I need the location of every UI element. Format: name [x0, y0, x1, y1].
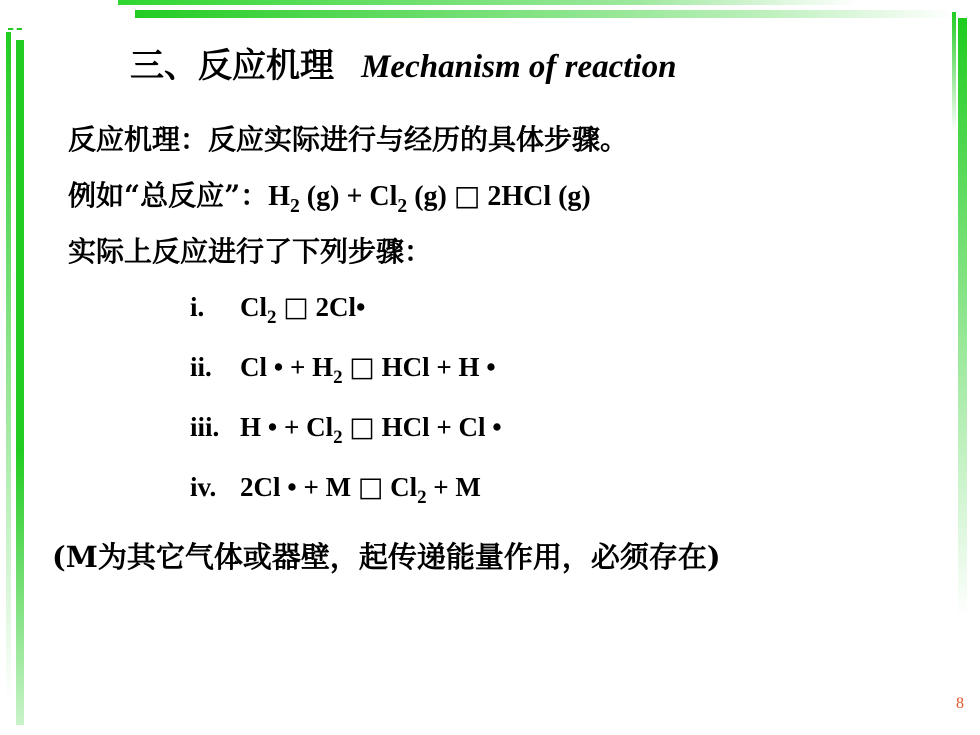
frame-right-bar-thin — [952, 12, 956, 132]
step-number: iii. — [190, 412, 220, 442]
step-subscript: 2 — [267, 306, 277, 328]
formula-gas-1: (g) + — [299, 181, 370, 212]
example-formula — [268, 179, 591, 217]
step-number: ii. — [190, 352, 212, 382]
frame-top-bar — [118, 0, 858, 5]
frame-top-bar-secondary — [135, 10, 955, 18]
slide-title-en: Mechanism of reaction — [361, 49, 677, 85]
reaction-arrow-glyph: □ — [283, 292, 309, 323]
frame-left-bar — [16, 40, 24, 725]
slide-title — [130, 38, 676, 87]
step-product: 2Cl• — [308, 292, 366, 322]
step-product: HCl + Cl • — [374, 412, 502, 442]
example-prefix: 例如“总反应”： — [68, 179, 269, 212]
formula-cl: Cl — [369, 181, 398, 212]
step-product: HCl + H • — [374, 352, 496, 382]
step-number: iv. — [190, 472, 217, 502]
formula-h-subscript: 2 — [290, 195, 300, 217]
step-product: + M — [426, 472, 481, 502]
formula-h: H — [268, 181, 290, 212]
formula-gas-2: (g) — [407, 181, 454, 212]
reaction-arrow-glyph: □ — [357, 472, 384, 503]
step-subscript: 2 — [333, 426, 343, 448]
step-item — [190, 352, 496, 388]
reaction-arrow-glyph: □ — [349, 352, 375, 383]
slide-title-cn: 三、反应机理 — [130, 46, 334, 86]
frame-right-bar — [958, 18, 967, 618]
reaction-arrow-glyph: □ — [349, 412, 375, 443]
page-number: 8 — [956, 695, 964, 712]
note-paragraph: (M为其它气体或器壁，起传递能量作用，必须存在) — [52, 540, 721, 574]
step-reactant: 2Cl • + M — [240, 472, 358, 502]
step-reactant: Cl • + H — [240, 352, 334, 382]
steps-intro: 实际上反应进行了下列步骤： — [68, 235, 433, 268]
definition-line: 反应机理：反应实际进行与经历的具体步骤。 — [68, 123, 629, 156]
step-subscript: 2 — [333, 366, 343, 388]
step-reactant: Cl — [240, 292, 267, 322]
step-number: i. — [190, 292, 205, 322]
step-item — [190, 292, 366, 328]
step-item — [190, 412, 502, 448]
frame-left-bar-thin — [6, 32, 11, 702]
formula-product: 2HCl (g) — [480, 181, 591, 212]
step-item — [190, 472, 481, 508]
example-line — [68, 174, 591, 217]
step-product-species: Cl — [383, 472, 418, 502]
step-reactant: H • + Cl — [240, 412, 334, 442]
formula-cl-subscript: 2 — [397, 195, 408, 217]
step-subscript: 2 — [417, 486, 427, 508]
reaction-arrow-glyph: □ — [453, 179, 481, 212]
